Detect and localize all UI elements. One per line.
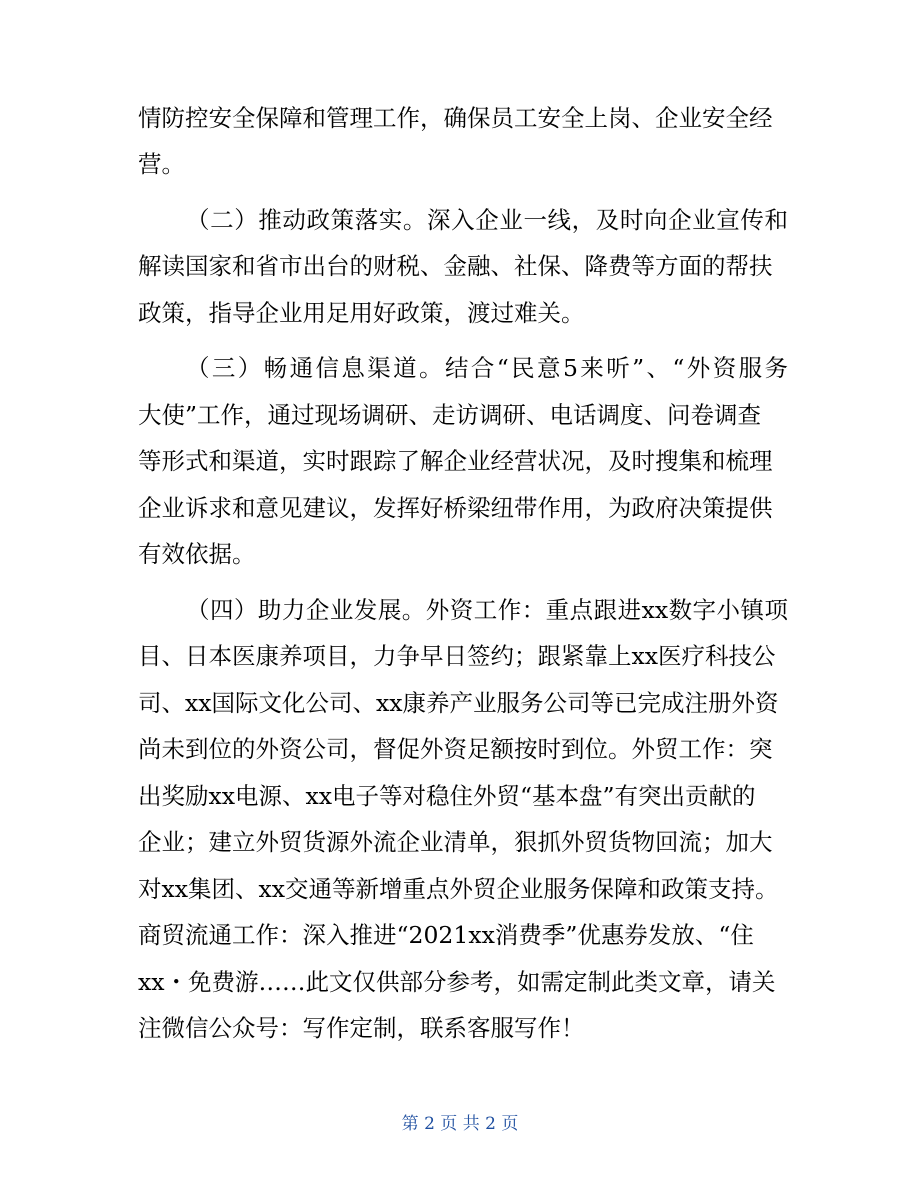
text-line: 尚未到位的外资公司，督促外资足额按时到位。外贸工作：突: [138, 735, 773, 763]
text-line: 出奖励xx电源、xx电子等对稳住外贸“基本盘”有突出贡献的: [138, 782, 756, 810]
text-line: 有效依据。: [138, 540, 256, 568]
text-line: 情防控安全保障和管理工作，确保员工安全上岗、企业安全经: [138, 104, 773, 132]
page-number-footer: 第 2 页 共 2 页: [401, 1114, 519, 1134]
text-line: 企业诉求和意见建议，发挥好桥梁纽带作用，为政府决策提供: [138, 494, 773, 522]
text-line: xx・免费游……此文仅供部分参考，如需定制此类文章，请关: [138, 968, 776, 996]
text-line: 司、xx国际文化公司、xx康养产业服务公司等已完成注册外资: [138, 689, 779, 717]
text-line: 对xx集团、xx交通等新增重点外贸企业服务保障和政策支持。: [138, 875, 779, 903]
text-line: 营。: [138, 150, 185, 178]
paragraph-start-line: （二）推动政策落实。深入企业一线，及时向企业宣传和: [186, 206, 788, 234]
text-line: 大使”工作，通过现场调研、走访调研、电话调度、问卷调查: [138, 401, 762, 429]
text-line: 解读国家和省市出台的财税、金融、社保、降费等方面的帮扶: [138, 252, 773, 280]
text-line: 商贸流通工作：深入推进“2021xx消费季”优惠券发放、“住: [138, 921, 754, 949]
text-line: 注微信公众号：写作定制，联系客服写作！: [138, 1014, 585, 1042]
paragraph-start-line: （三）畅通信息渠道。结合“民意5来听”、“外资服务: [186, 354, 788, 382]
text-line: 政策，指导企业用足用好政策，渡过难关。: [138, 299, 585, 327]
text-line: 目、日本医康养项目，力争早日签约；跟紧靠上xx医疗科技公: [138, 642, 776, 670]
paragraph-start-line: （四）助力企业发展。外资工作：重点跟进xx数字小镇项: [186, 596, 788, 624]
text-line: 企业；建立外贸货源外流企业清单，狠抓外贸货物回流；加大: [138, 828, 773, 856]
text-line: 等形式和渠道，实时跟踪了解企业经营状况，及时搜集和梳理: [138, 447, 773, 475]
